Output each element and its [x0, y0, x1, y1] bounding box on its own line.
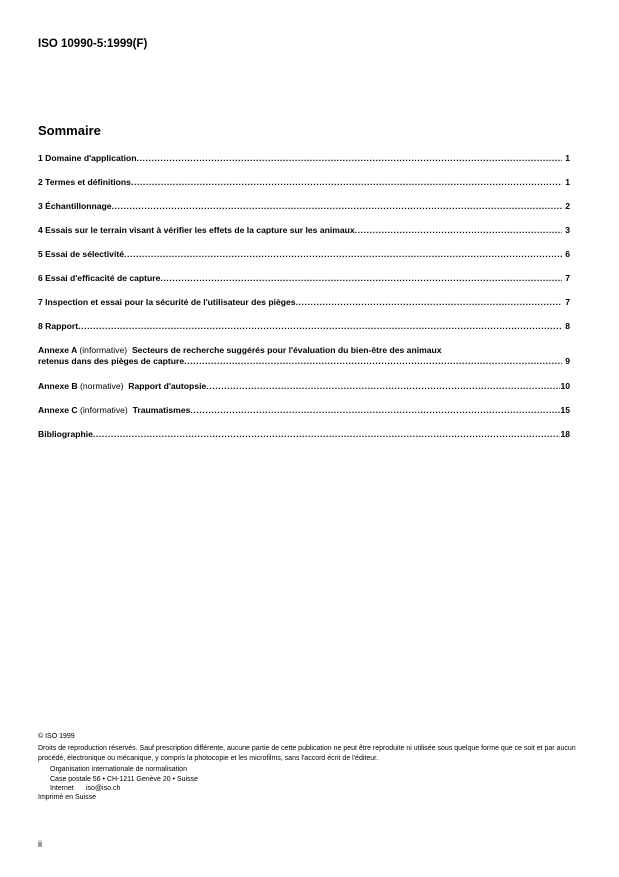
printed-in: Imprimé en Suisse [38, 794, 96, 802]
rights-text: Droits de reproduction réservés. Sauf prescription différente, aucune partie de cette publication ne peut être reproduite ni utilisée sous quelque forme que ce soit et par aucun procédé, électronique ou mécanique, y compris la photocopie et les microfilms, sans l'accord écrit de l'éditeur. [38, 745, 576, 762]
organization-name: Organisation internationale de normalisation [50, 766, 187, 774]
copyright-footer [38, 732, 578, 803]
toc-entry-page: 3 [565, 225, 570, 235]
toc-entry-label: 7 Inspection et essai pour la sécurité de l'utilisateur des pièges [38, 297, 296, 307]
toc-leader-dots [131, 177, 562, 188]
toc-entry-6[interactable] [38, 273, 570, 284]
copyright-notice: © ISO 1999 [38, 733, 75, 740]
toc-entry-label: Traumatismes [132, 405, 191, 415]
toc-entry-3[interactable] [38, 201, 570, 212]
toc-entry-label-group [38, 405, 190, 416]
toc-entry-page: 2 [565, 201, 570, 211]
toc-title: Sommaire [38, 123, 101, 138]
toc-entry-label-line2: retenus dans des pièges de capture [38, 356, 185, 366]
toc-leader-dots [184, 356, 562, 367]
toc-entry-page: 6 [565, 249, 570, 259]
toc-entry-label: 4 Essais sur le terrain visant à vérifier les effets de la capture sur les animaux [38, 225, 355, 235]
toc-entry-page: 7 [565, 273, 570, 283]
toc-entry-5[interactable] [38, 249, 570, 260]
toc-entry-4[interactable] [38, 225, 570, 236]
toc-leader-dots [78, 321, 562, 332]
annex-qualifier: (informative) [80, 405, 128, 415]
toc-entry-page: 9 [565, 356, 570, 366]
contact-line [38, 784, 578, 793]
annex-prefix: Annexe C [38, 405, 78, 415]
page-number: ii [38, 839, 42, 849]
toc-leader-dots [93, 429, 561, 440]
toc-leader-dots [355, 225, 562, 236]
toc-entry-label: Secteurs de recherche suggérés pour l'évaluation du bien-être des animaux [131, 345, 442, 355]
toc-entry-page: 8 [565, 321, 570, 331]
toc-leader-dots [137, 153, 562, 164]
toc-entry-label: 2 Termes et définitions [38, 177, 131, 187]
toc-leader-dots [112, 201, 562, 212]
toc-entry-1[interactable] [38, 153, 570, 164]
toc-leader-dots [296, 297, 562, 308]
email-link[interactable]: iso@iso.ch [86, 785, 121, 793]
toc-entry-page: 18 [560, 429, 570, 439]
toc-entry-bibliography[interactable] [38, 429, 570, 440]
toc-entry-label-group [38, 381, 206, 392]
toc-entry-label: Bibliographie [38, 429, 93, 439]
toc-entry-annex-b[interactable] [38, 381, 570, 392]
toc-entry-label: 5 Essai de sélectivité [38, 249, 124, 259]
toc-entry-page: 1 [565, 177, 570, 187]
toc-entry-2[interactable] [38, 177, 570, 188]
toc-entry-page: 15 [560, 405, 570, 415]
toc-entry-label: 1 Domaine d'application [38, 153, 137, 163]
postal-address: Case postale 56 • CH-1211 Genève 20 • Suisse [50, 775, 198, 783]
annex-qualifier: (informative) [79, 345, 128, 355]
internet-label: Internet [50, 785, 74, 793]
annex-qualifier: (normative) [80, 381, 124, 391]
annex-prefix: Annexe B [38, 381, 78, 391]
annex-prefix: Annexe A [38, 345, 77, 355]
toc-entry-8[interactable] [38, 321, 570, 332]
toc-entry-label: Rapport d'autopsie [128, 381, 207, 391]
document-id: ISO 10990-5:1999(F) [38, 38, 148, 50]
toc-entry-label: 3 Échantillonnage [38, 201, 112, 211]
toc-entry-label: 8 Rapport [38, 321, 79, 331]
toc-entry-page: 10 [560, 381, 570, 391]
toc-entry-annex-c[interactable] [38, 405, 570, 416]
toc-leader-dots [190, 405, 560, 416]
toc-leader-dots [160, 273, 562, 284]
toc-entry-annex-a[interactable] [38, 345, 570, 367]
toc-entry-label: 6 Essai d'efficacité de capture [38, 273, 161, 283]
toc-leader-dots [124, 249, 562, 260]
toc-entry-page: 7 [565, 297, 570, 307]
toc-entry-page: 1 [565, 153, 570, 163]
toc-entry-label-line1 [38, 345, 570, 356]
toc-entry-7[interactable] [38, 297, 570, 308]
toc-leader-dots [206, 381, 560, 392]
